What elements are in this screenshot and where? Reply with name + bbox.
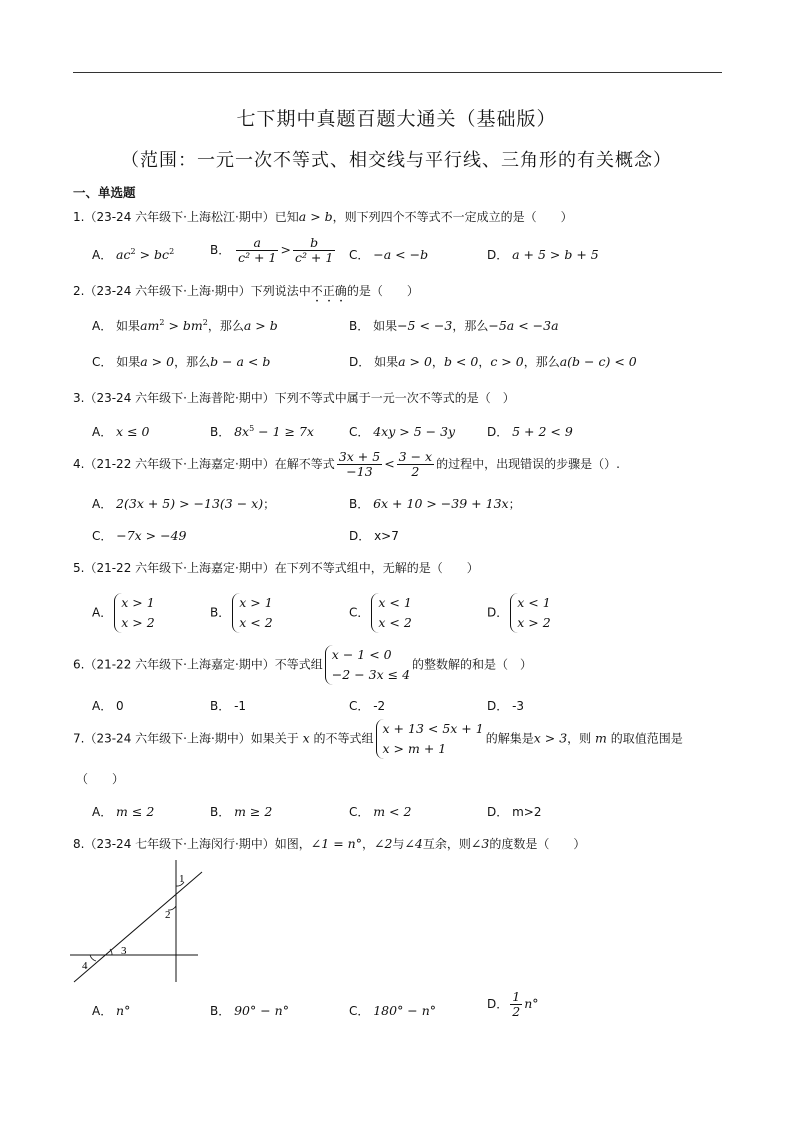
question-5: 5.（21-22 六年级下·上海嘉定·期中）在下列不等式组中，无解的是（ ） xyxy=(73,561,479,575)
option-4d[interactable]: D． x>7 xyxy=(349,529,399,543)
option-6c[interactable]: C． -2 xyxy=(349,699,386,713)
question-7: 7.（23-24 六年级下·上海·期中）如果关于 x 的不等式组 x + 13 < 5x + 1 x > m + 1 的解集是x > 3，则 m 的取值范围是 xyxy=(73,719,683,759)
angle-figure xyxy=(68,858,208,988)
angle-4-arc xyxy=(90,955,96,961)
option-6a[interactable]: A． 0 xyxy=(92,699,124,713)
option-3b[interactable]: B． $8x^5 - 1 \ge 7x$ xyxy=(210,424,314,439)
label-2: 2 xyxy=(165,909,171,921)
option-5c[interactable]: C． x < 1 x < 2 xyxy=(349,593,414,633)
emphasis-not-correct: 不正确 xyxy=(310,284,347,298)
option-1c[interactable]: C． −a < −b xyxy=(349,247,429,262)
option-2d[interactable]: D． 如果a > 0，b < 0，c > 0，那么a(b − c) < 0 xyxy=(349,354,637,369)
option-2c[interactable]: C． 如果a > 0，那么b − a < b xyxy=(92,354,271,369)
question-7-cont: （ ） xyxy=(76,772,125,786)
question-1: 1.（23-24 六年级下·上海松江·期中）已知a > b，则下列四个不等式不一定成立的是（ ） xyxy=(73,209,573,224)
option-3d[interactable]: D． 5 + 2 < 9 xyxy=(487,424,573,439)
option-7c[interactable]: C． m < 2 xyxy=(349,804,412,819)
question-4: 4.（21-22 六年级下·上海嘉定·期中）在解不等式 $\frac{3x + 5}{-13}$ < $\frac{3 - x}{2}$ 的过程中，出现错误的步骤是（）. xyxy=(73,449,620,479)
option-1a[interactable]: A． $ac^2 > bc^2$ xyxy=(92,247,175,262)
option-1b[interactable]: B． $\frac{a}{\text{c² + 1}}$ > $\frac{b}{\text{c² + 1}}$ xyxy=(210,235,334,265)
label-1: 1 xyxy=(179,873,185,885)
option-8d[interactable]: D． $\frac{1}{2}$ n° xyxy=(487,989,539,1019)
question-8: 8.（23-24 七年级下·上海闵行·期中）如图，∠1 = n°，∠2与∠4互余，则∠3的度数是（ ） xyxy=(73,836,586,851)
option-4b[interactable]: B． 6x + 10 > −39 + 13x； xyxy=(349,496,521,511)
option-5d[interactable]: D． x < 1 x > 2 xyxy=(487,593,553,633)
option-6b[interactable]: B． -1 xyxy=(210,699,247,713)
label-4: 4 xyxy=(82,960,88,972)
header-rule xyxy=(73,72,722,73)
option-3c[interactable]: C． 4xy > 5 − 3y xyxy=(349,424,456,439)
option-4c[interactable]: C． −7x > −49 xyxy=(92,528,187,543)
option-8c[interactable]: C． 180° − n° xyxy=(349,1003,437,1018)
page-title: 七下期中真题百题大通关（基础版） xyxy=(236,108,557,130)
option-7a[interactable]: A． m ≤ 2 xyxy=(92,804,155,819)
option-8b[interactable]: B． 90° − n° xyxy=(210,1003,289,1018)
option-8a[interactable]: A． n° xyxy=(92,1003,131,1018)
option-5b[interactable]: B． x > 1 x < 2 xyxy=(210,593,275,633)
option-7d[interactable]: D． m>2 xyxy=(487,805,542,819)
option-6d[interactable]: D． -3 xyxy=(487,699,525,713)
option-2b[interactable]: B． 如果−5 < −3，那么−5a < −3a xyxy=(349,318,559,333)
option-4a[interactable]: A． 2(3x + 5) > −13(3 − x)； xyxy=(92,496,276,511)
question-3: 3.（23-24 六年级下·上海普陀·期中）下列不等式中属于一元一次不等式的是（ ） xyxy=(73,391,515,405)
transversal-line xyxy=(74,872,202,982)
option-7b[interactable]: B． m ≥ 2 xyxy=(210,804,273,819)
label-3: 3 xyxy=(121,945,127,957)
page-subtitle: （范围：一元一次不等式、相交线与平行线、三角形的有关概念） xyxy=(121,150,672,171)
question-2: 2.（23-24 六年级下·上海·期中）下列说法中不正确的是（ ） xyxy=(73,284,419,298)
option-2a[interactable]: A． 如果$am^2 > bm^2$，那么a > b xyxy=(92,318,278,333)
option-5a[interactable]: A． x > 1 x > 2 xyxy=(92,593,157,633)
section-heading: 一、单选题 xyxy=(73,185,136,200)
question-6: 6.（21-22 六年级下·上海嘉定·期中）不等式组 x − 1 < 0 −2 − 3x ≤ 4 的整数解的和是（ ） xyxy=(73,645,532,685)
option-3a[interactable]: A． x ≤ 0 xyxy=(92,424,150,439)
option-1d[interactable]: D． a + 5 > b + 5 xyxy=(487,247,599,262)
